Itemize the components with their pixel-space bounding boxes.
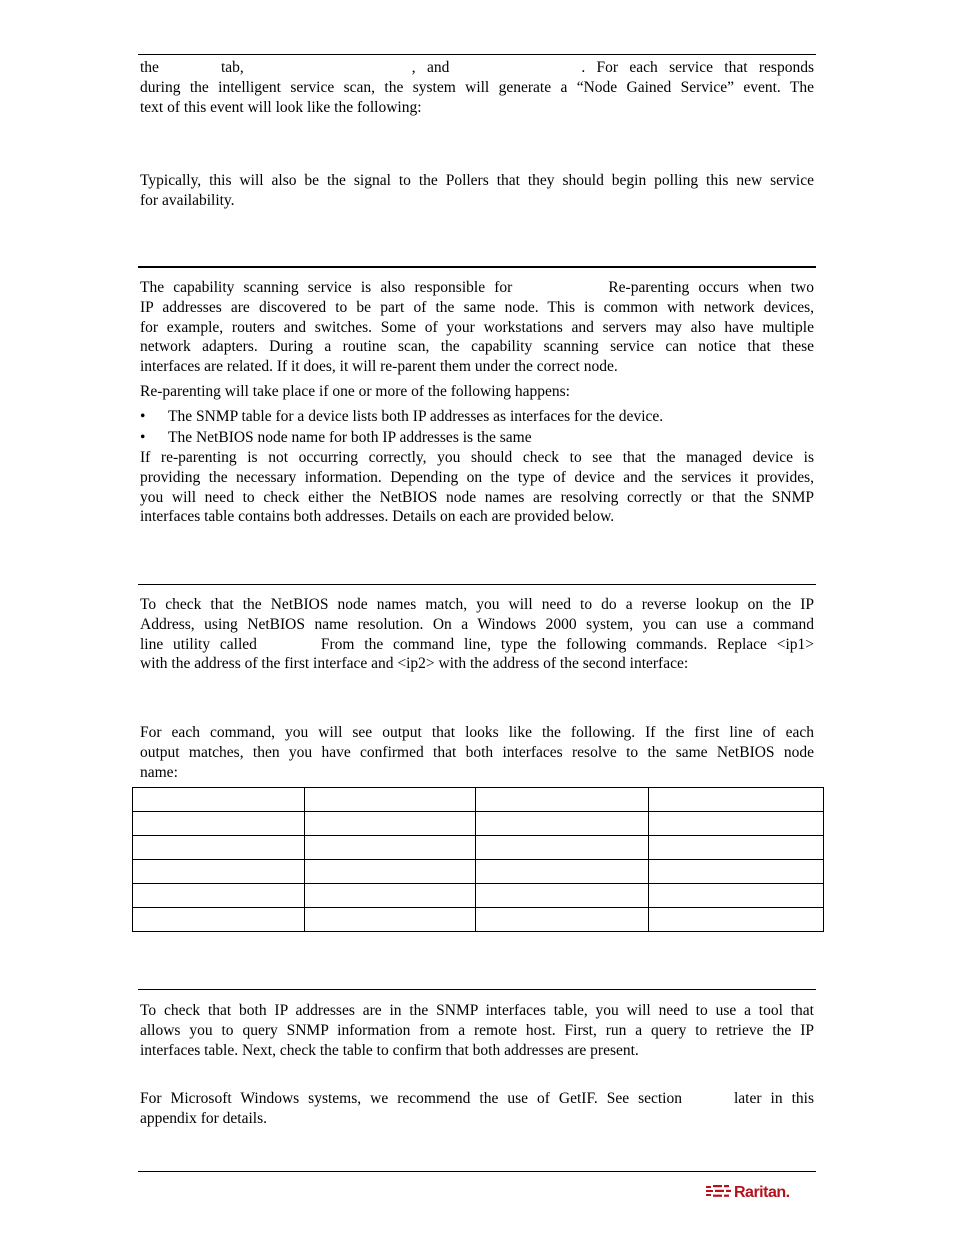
netbios-line-3-end: From the command line, type the following commands. Replace <ip1> <box>320 635 814 653</box>
reparenting-line-5: interfaces are related. If it does, it will re-parent them under the correct node. <box>140 358 618 376</box>
getif-paragraph <box>140 1089 814 1129</box>
intro-line-1 <box>140 58 814 78</box>
table-cell <box>476 836 649 860</box>
troubleshoot-line-3: you will need to check either the NetBIOS node names are resolving correctly or that the SNMP <box>140 488 814 506</box>
getif-line-1-start: For Microsoft Windows systems, we recommend the use of GetIF. See section <box>140 1090 682 1107</box>
reparenting-line-4: network adapters. During a routine scan, the capability scanning service can notice that these <box>140 338 814 356</box>
reparenting-line-1-end: Re-parenting occurs when two <box>608 279 814 296</box>
netbios-line-3 <box>140 635 814 655</box>
netbios-output-table <box>132 787 824 932</box>
troubleshoot-line-4: interfaces table contains both addresses. Details on each are provided below. <box>140 508 615 526</box>
table-row <box>133 908 824 932</box>
table-cell <box>476 884 649 908</box>
conditions-intro-text: Re-parenting will take place if one or more of the following happens: <box>140 383 570 400</box>
table-cell <box>649 884 824 908</box>
netbios-line-1: To check that the NetBIOS node names match, you will need to do a reverse lookup on the IP <box>140 596 814 613</box>
section-rule-netbios <box>138 584 816 585</box>
section-rule-reparenting <box>138 266 816 268</box>
list-item <box>140 407 814 428</box>
table-cell <box>133 812 305 836</box>
intro-line-3: text of this event will look like the following: <box>140 98 422 116</box>
table-cell <box>649 860 824 884</box>
header-rule <box>138 54 816 55</box>
netbios-output-line-1: For each command, you will see output that looks like the following. If the first line of each <box>140 724 814 741</box>
troubleshoot-line-2: providing the necessary information. Depending on the type of device and the services it provides, <box>140 468 814 486</box>
getif-line-2: appendix for details. <box>140 1109 267 1127</box>
table-cell <box>133 836 305 860</box>
pollers-line-2: for availability. <box>140 191 235 209</box>
netbios-line-4: with the address of the first interface and <ip2> with the address of the second interface: <box>140 655 689 673</box>
intro-word-tab: tab, <box>220 59 244 76</box>
table-cell <box>476 812 649 836</box>
table-cell <box>476 788 649 812</box>
conditions-intro <box>140 382 814 402</box>
list-item <box>140 428 814 449</box>
intro-word-and: , and <box>411 59 450 76</box>
table-cell <box>133 860 305 884</box>
table-cell <box>305 884 476 908</box>
table-cell <box>305 908 476 932</box>
pollers-line-1: Typically, this will also be the signal to the Pollers that they should begin polling this new service <box>140 172 814 189</box>
section-rule-snmp <box>138 989 816 990</box>
table-row <box>133 836 824 860</box>
intro-word-the: the <box>140 59 159 76</box>
netbios-line-3-start: line utility called <box>140 635 257 653</box>
table-row <box>133 884 824 908</box>
table-cell <box>476 860 649 884</box>
getif-line-1-end: later in this <box>734 1090 814 1107</box>
list-item-text: The SNMP table for a device lists both IP addresses as interfaces for the device. <box>168 408 664 425</box>
snmp-paragraph <box>140 1001 814 1060</box>
table-row <box>133 788 824 812</box>
netbios-paragraph <box>140 595 814 674</box>
table-cell <box>649 812 824 836</box>
table-cell <box>305 788 476 812</box>
table-cell <box>133 908 305 932</box>
netbios-output-line-2: output matches, then you have confirmed that both interfaces resolve to the same NetBIOS node <box>140 743 814 761</box>
table-cell <box>305 836 476 860</box>
table-cell <box>133 788 305 812</box>
raritan-wordmark: Raritan. <box>734 1184 790 1201</box>
intro-line-1-end: . For each service that responds <box>581 59 814 76</box>
table-cell <box>476 908 649 932</box>
getif-line-1 <box>140 1089 814 1109</box>
footer-rule <box>138 1171 816 1172</box>
reparenting-line-3: for example, routers and switches. Some of your workstations and servers may also have multiple <box>140 318 814 336</box>
bullet-icon: • <box>140 408 146 425</box>
reparenting-line-2: IP addresses are discovered to be part of the same node. This is common with network devices, <box>140 298 814 316</box>
netbios-output-line-3: name: <box>140 763 178 781</box>
netbios-line-2: Address, using NetBIOS name resolution. On a Windows 2000 system, you can use a command <box>140 615 814 633</box>
netbios-output-paragraph <box>140 723 814 782</box>
snmp-line-1: To check that both IP addresses are in the SNMP interfaces table, you will need to use a tool that <box>140 1002 814 1019</box>
table-cell <box>649 836 824 860</box>
snmp-line-3: interfaces table. Next, check the table to confirm that both addresses are present. <box>140 1041 639 1059</box>
table-cell <box>305 860 476 884</box>
raritan-emblem-icon <box>706 1185 731 1197</box>
conditions-list <box>140 407 814 449</box>
snmp-line-2: allows you to query SNMP information from a remote host. First, run a query to retrieve the IP <box>140 1021 814 1039</box>
raritan-logo <box>706 1180 812 1202</box>
reparenting-paragraph <box>140 278 814 377</box>
table-cell <box>649 788 824 812</box>
reparenting-line-1 <box>140 278 814 298</box>
troubleshoot-line-1: If re-parenting is not occurring correctly, you should check to see that the managed device is <box>140 449 814 466</box>
intro-paragraph <box>140 58 814 117</box>
table-cell <box>133 884 305 908</box>
reparenting-line-1-start: The capability scanning service is also responsible for <box>140 279 513 296</box>
table-row <box>133 860 824 884</box>
table-row <box>133 812 824 836</box>
intro-line-2: during the intelligent service scan, the system will generate a “Node Gained Service” event. The <box>140 78 814 96</box>
pollers-paragraph <box>140 171 814 211</box>
table-cell <box>649 908 824 932</box>
troubleshoot-paragraph <box>140 448 814 527</box>
list-item-text: The NetBIOS node name for both IP addresses is the same <box>168 429 532 446</box>
bullet-icon: • <box>140 429 146 446</box>
table-cell <box>305 812 476 836</box>
